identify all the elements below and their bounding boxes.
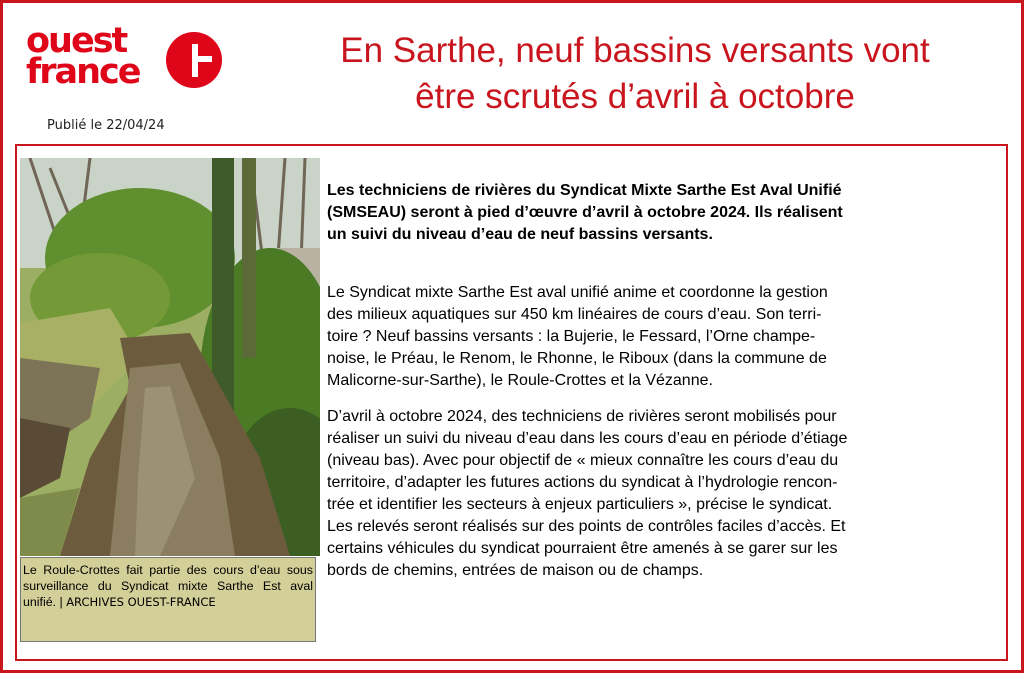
body-line: territoire, d’adapter les futures actions du syndicat à l’hydrologie rencon- xyxy=(327,474,838,491)
article-body xyxy=(327,282,1010,582)
headline-line2: être scrutés d’avril à octobre xyxy=(415,77,855,116)
body-line: des milieux aquatiques sur 450 km linéaires de cours d’eau. Son terri- xyxy=(327,306,822,323)
body-line: Le Syndicat mixte Sarthe Est aval unifié anime et coordonne la gestion xyxy=(327,284,828,301)
body-line: toire ? Neuf bassins versants : la Bujerie, le Fessard, l’Orne champe- xyxy=(327,328,816,345)
publication-date: Publié le 22/04/24 xyxy=(47,118,165,133)
article-headline xyxy=(250,28,1020,120)
body-line: certains véhicules du syndicat pourraient être amenés à se garer sur les xyxy=(327,540,838,557)
photo-caption xyxy=(20,557,316,642)
river-photo xyxy=(20,158,320,556)
article-lead xyxy=(327,180,1010,246)
body-line: trée et identifier les secteurs à enjeux particuliers », précise le syndicat. xyxy=(327,496,833,513)
body-line: réaliser un suivi du niveau d’eau dans les cours d’eau en période d’étiage xyxy=(327,430,848,447)
body-line: (niveau bas). Avec pour objectif de « mieux connaître les cours d’eau du xyxy=(327,452,839,469)
paragraph-gap xyxy=(327,392,1010,406)
lead-line: un suivi du niveau d’eau de neuf bassins versants. xyxy=(327,226,713,243)
body-line: Malicorne-sur-Sarthe), le Roule-Crottes et la Vézanne. xyxy=(327,372,713,389)
body-line: Les relevés seront réalisés sur des points de contrôles faciles d’accès. Et xyxy=(327,518,846,535)
lead-line: Les techniciens de rivières du Syndicat Mixte Sarthe Est Aval Unifié xyxy=(327,182,842,199)
headline-line1: En Sarthe, neuf bassins versants vont xyxy=(340,31,930,70)
caption-source: ARCHIVES OUEST-FRANCE xyxy=(66,595,216,609)
body-line: noise, le Préau, le Renom, le Rhonne, le Riboux (dans la commune de xyxy=(327,350,827,367)
logo-circle-icon xyxy=(166,32,222,88)
lead-line: (SMSEAU) seront à pied d’œuvre d’avril à octobre 2024. Ils réalisent xyxy=(327,204,843,221)
body-line: D’avril à octobre 2024, des techniciens de rivières seront mobilisés pour xyxy=(327,408,837,425)
body-line: bords de chemins, entrées de maison ou de champs. xyxy=(327,562,704,579)
logo-wordmark xyxy=(26,21,140,92)
caption-text: Le Roule-Crottes fait partie des cours d’eau sous surveillance du Syndicat mixte Sarthe Est aval unifié. | xyxy=(23,563,313,609)
ouest-france-logo xyxy=(26,21,226,106)
logo-line1: ouest xyxy=(26,21,127,61)
logo-line2: france xyxy=(26,52,140,92)
